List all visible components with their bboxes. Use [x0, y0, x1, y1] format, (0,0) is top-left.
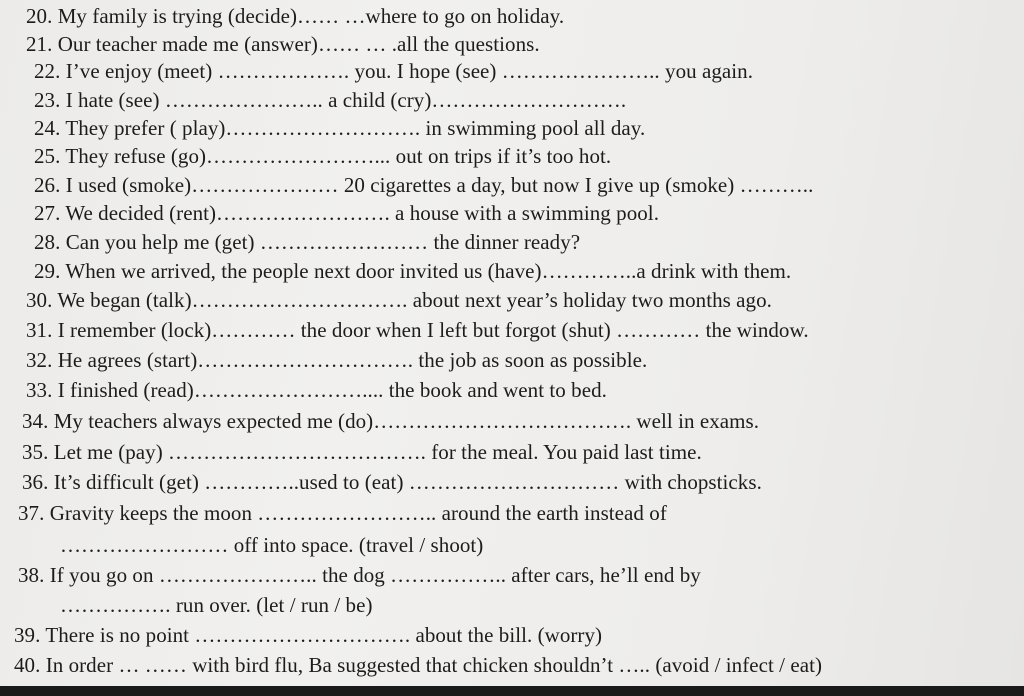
exercise-line-25: 25. They refuse (go)……………………... out on trips if it’s too hot.: [34, 144, 612, 168]
exercise-line-38-continued: ……………. run over. (let / run / be): [60, 593, 373, 617]
exercise-line-33: 33. I finished (read)…………………….... the book and went to bed.: [26, 378, 607, 402]
exercise-line-35: 35. Let me (pay) ………………………………. for the meal. You paid last time.: [22, 440, 702, 464]
exercise-line-40: 40. In order … …… with bird flu, Ba suggested that chicken shouldn’t ….. (avoid / infect / eat): [14, 653, 823, 677]
exercise-line-23: 23. I hate (see) ………………….. a child (cry)……………………….: [34, 88, 627, 112]
exercise-line-30: 30. We began (talk)…………………………. about next year’s holiday two months ago.: [26, 288, 772, 312]
exercise-line-34: 34. My teachers always expected me (do)………………………………. well in exams.: [22, 409, 760, 433]
exercise-line-37: 37. Gravity keeps the moon …………………….. around the earth instead of: [18, 501, 667, 525]
exercise-line-24: 24. They prefer ( play)………………………. in swimming pool all day.: [34, 116, 646, 140]
exercise-line-27: 27. We decided (rent)……………………. a house with a swimming pool.: [34, 201, 659, 225]
exercise-line-21: 21. Our teacher made me (answer)…… … .all the questions.: [26, 32, 540, 56]
exercise-line-39: 39. There is no point …………………………. about the bill. (worry): [14, 623, 603, 647]
exercise-line-36: 36. It’s difficult (get) …………..used to (eat) ………………………… with chopsticks.: [22, 470, 762, 494]
photo-edge-shadow: [0, 686, 1024, 696]
exercise-line-29: 29. When we arrived, the people next door invited us (have)…………..a drink with them.: [34, 259, 792, 283]
exercise-line-37-continued: …………………… off into space. (travel / shoot): [60, 533, 484, 557]
exercise-line-38: 38. If you go on ………………….. the dog …………….. after cars, he’ll end by: [18, 563, 701, 587]
exercise-line-22: 22. I’ve enjoy (meet) ………………. you. I hope (see) ………………….. you again.: [34, 59, 753, 83]
exercise-line-28: 28. Can you help me (get) …………………… the dinner ready?: [34, 230, 581, 254]
exercise-line-31: 31. I remember (lock)………… the door when I left but forgot (shut) ………… the window.: [26, 318, 809, 342]
exercise-line-32: 32. He agrees (start)…………………………. the job as soon as possible.: [26, 348, 648, 372]
exercise-line-20: 20. My family is trying (decide)…… …where to go on holiday.: [26, 4, 565, 28]
exercise-line-26: 26. I used (smoke)………………… 20 cigarettes a day, but now I give up (smoke) ………..: [34, 173, 814, 197]
